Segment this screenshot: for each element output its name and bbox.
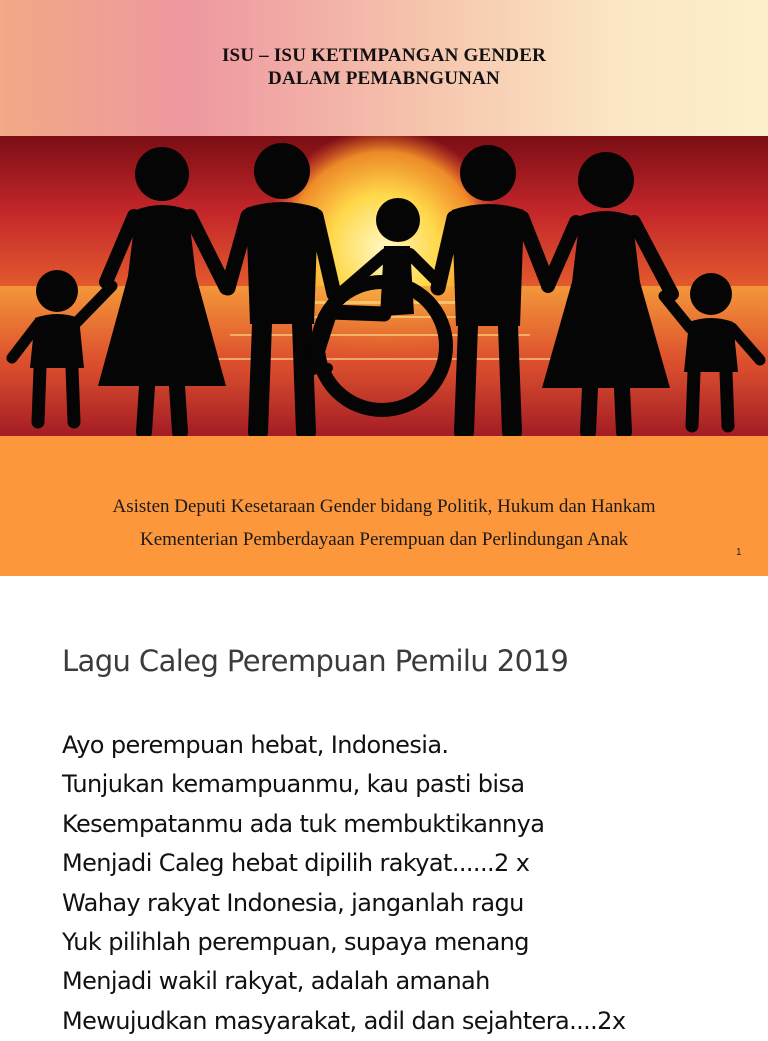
slide-subtitle [0,490,768,556]
slide-title-line-2: DALAM PEMABNGUNAN [268,68,500,89]
lyrics-line: Menjadi Caleg hebat dipilih rakyat......2 x [62,849,530,878]
lyrics-body [62,726,625,1041]
lyrics-line: Kesempatanmu ada tuk membuktikannya [62,809,545,838]
lyrics-line: Wahay rakyat Indonesia, janganlah ragu [62,888,524,917]
subtitle-line-2: Kementerian Pemberdayaan Perempuan dan Perlindungan Anak [139,529,629,550]
subtitle-line-1: Asisten Deputi Kesetaraan Gender bidang Politik, Hukum dan Hankam [112,496,656,517]
slide-number: 1 [736,547,742,558]
hero-image [0,136,768,436]
lyrics-line: Yuk pilihlah perempuan, supaya menang [62,928,529,957]
lyrics-line: Tunjukan kemampuanmu, kau pasti bisa [62,770,525,799]
slide-title [0,44,768,90]
lyrics-line: Ayo perempuan hebat, Indonesia. [62,731,449,759]
lyrics-line: Mewujudkan masyarakat, adil dan sejahtera....2x [62,1006,626,1035]
lyrics-line: Menjadi wakil rakyat, adalah amanah [62,967,490,996]
slide-2-title: Lagu Caleg Perempuan Pemilu 2019 [62,644,569,678]
slide-title-line-1: ISU – ISU KETIMPANGAN GENDER [221,45,547,66]
slide-2 [0,576,768,1035]
